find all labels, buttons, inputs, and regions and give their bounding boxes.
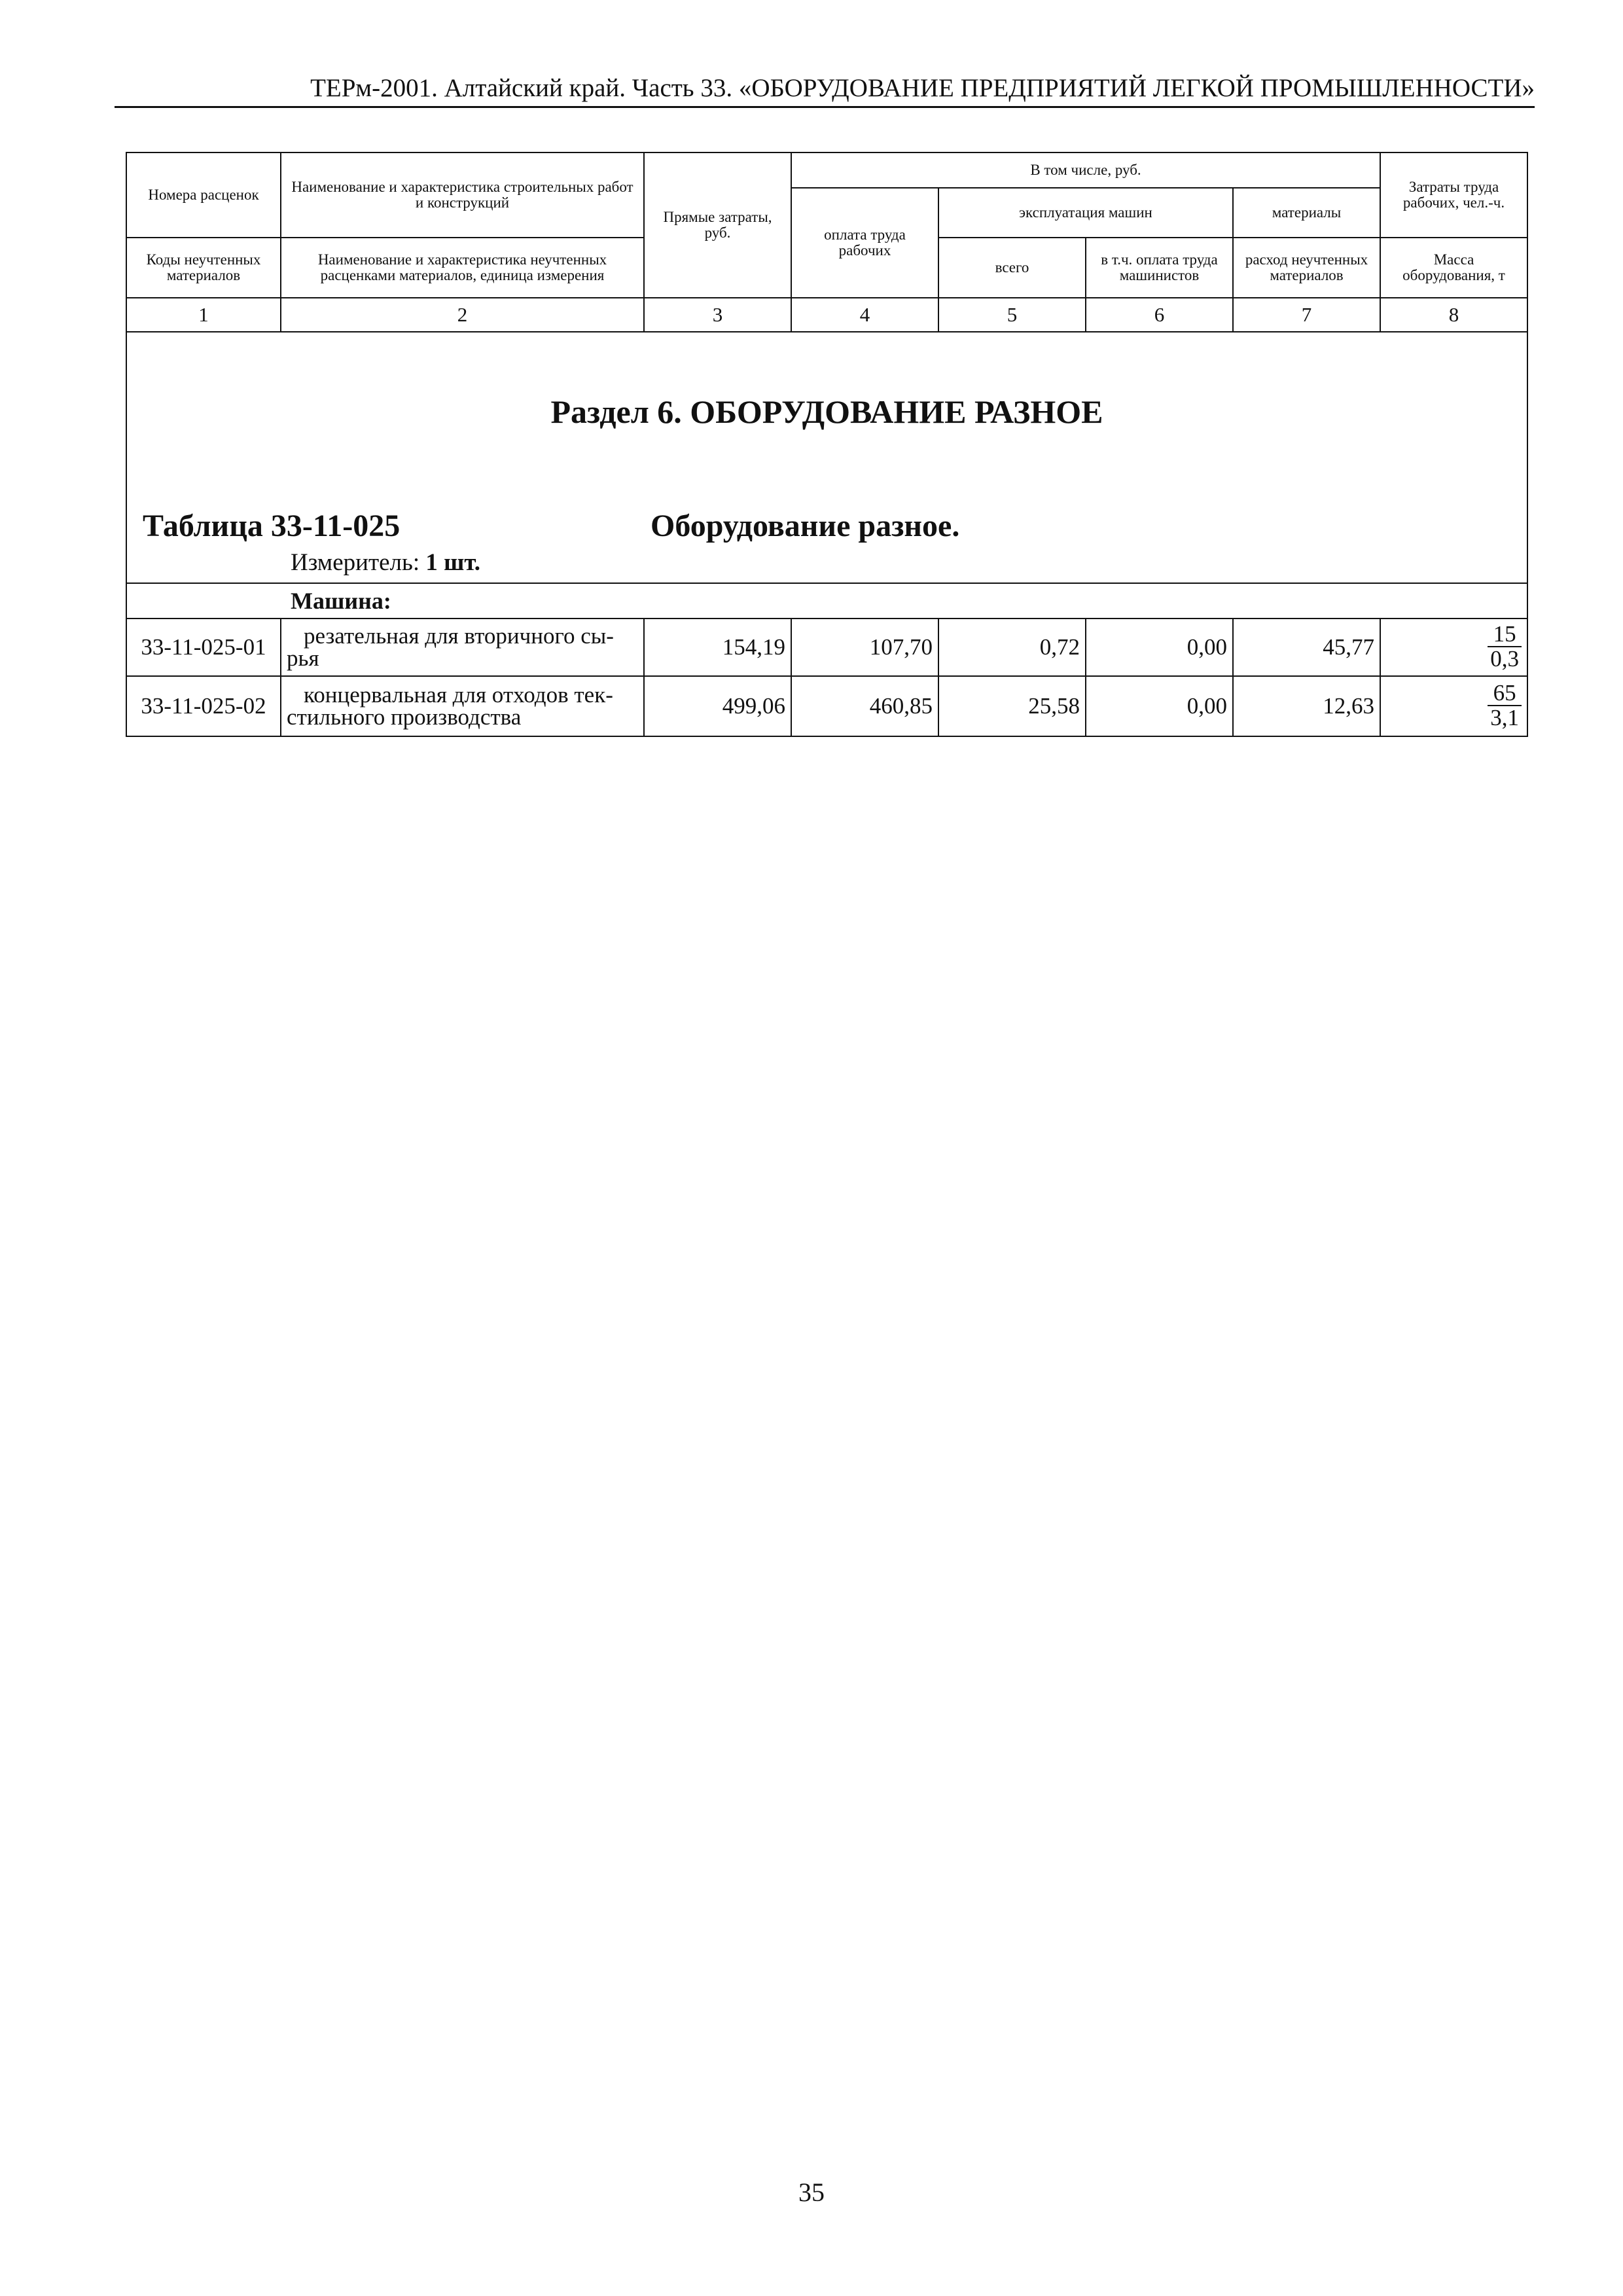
equipment-mass: 3,1 (1490, 705, 1520, 730)
labor-hours: 65 (1488, 681, 1522, 706)
section-block (126, 332, 1527, 583)
operators-pay: 0,00 (1086, 619, 1233, 676)
table-row (126, 676, 1527, 736)
labor-mass-fraction (1488, 622, 1522, 671)
labor-mass-cell (1380, 619, 1527, 676)
labor-pay: 107,70 (791, 619, 938, 676)
col-work-name: Наименование и характеристика строительных работ и конструкций (281, 152, 644, 238)
direct-costs: 154,19 (644, 619, 791, 676)
section-title: Раздел 6. ОБОРУДОВАНИЕ РАЗНОЕ (550, 393, 1103, 430)
col-number: 2 (281, 298, 644, 332)
unit-label: Измеритель: (291, 549, 426, 576)
labor-mass-cell (1380, 676, 1527, 736)
col-including: В том числе, руб. (791, 152, 1380, 188)
table-label: Таблица 33-11-025 (143, 509, 401, 543)
col-material-name: Наименование и характеристика неучтенных расценками материалов, единица измерения (281, 238, 644, 298)
rates-table (126, 152, 1528, 737)
col-equipment-mass: Масса оборудования, т (1380, 238, 1527, 298)
page-number: 35 (798, 2178, 825, 2207)
col-number: 3 (644, 298, 791, 332)
col-material-codes: Коды неучтенных материалов (126, 238, 281, 298)
col-number: 7 (1233, 298, 1380, 332)
table-name: Оборудование разное. (651, 509, 960, 543)
col-number: 1 (126, 298, 281, 332)
group-label: Машина: (291, 588, 391, 614)
running-header: ТЕРм-2001. Алтайский край. Часть 33. «ОБОРУДОВАНИЕ ПРЕДПРИЯТИЙ ЛЕГКОЙ ПРОМЫШЛЕННОСТИ» (115, 71, 1535, 108)
rate-name-line: стильного производства (287, 704, 522, 730)
unit-line (291, 548, 480, 577)
col-labor-pay: оплата труда рабочих (791, 188, 938, 298)
col-materials: материалы (1233, 188, 1380, 238)
col-number: 8 (1380, 298, 1527, 332)
col-labor-cost: Затраты труда рабочих, чел.-ч. (1380, 152, 1527, 238)
rate-code: 33-11-025-02 (126, 676, 281, 736)
col-machine-ops: эксплуатация машин (938, 188, 1233, 238)
machines-total: 0,72 (938, 619, 1086, 676)
labor-hours: 15 (1488, 622, 1522, 647)
direct-costs: 499,06 (644, 676, 791, 736)
col-machines-total: всего (938, 238, 1086, 298)
equipment-mass: 0,3 (1490, 646, 1520, 672)
rate-name-line: концервальная для отходов тек- (304, 682, 613, 708)
col-unaccounted-materials: расход неучтенных материалов (1233, 238, 1380, 298)
col-number: 4 (791, 298, 938, 332)
col-incl-operators: в т.ч. оплата труда машинистов (1086, 238, 1233, 298)
col-number: 6 (1086, 298, 1233, 332)
rate-name-line: рья (287, 645, 319, 671)
machines-total: 25,58 (938, 676, 1086, 736)
rate-code: 33-11-025-01 (126, 619, 281, 676)
rate-name-line: резательная для вторичного сы- (304, 623, 614, 649)
labor-pay: 460,85 (791, 676, 938, 736)
materials: 45,77 (1233, 619, 1380, 676)
col-number: 5 (938, 298, 1086, 332)
materials: 12,63 (1233, 676, 1380, 736)
group-row (126, 583, 1527, 619)
operators-pay: 0,00 (1086, 676, 1233, 736)
rate-name (281, 619, 644, 676)
table-row (126, 619, 1527, 676)
rate-name (281, 676, 644, 736)
col-direct-costs: Прямые затраты, руб. (644, 152, 791, 298)
col-rate-numbers: Номера расценок (126, 152, 281, 238)
labor-mass-fraction (1488, 681, 1522, 730)
unit-value: 1 шт. (425, 549, 481, 576)
